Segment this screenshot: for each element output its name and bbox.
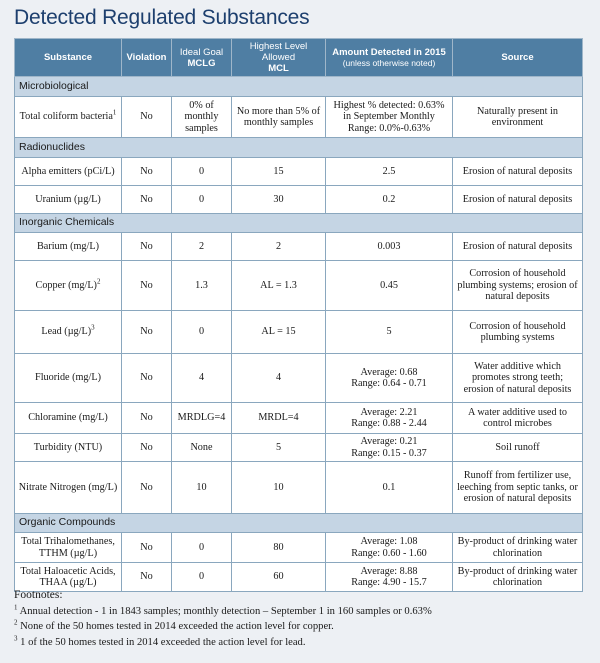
header-mcl-line1: Highest Level Allowed [249, 41, 308, 63]
cell-violation: No [122, 462, 172, 514]
table-row [15, 462, 583, 514]
amount-average: Average: 1.08 [360, 536, 418, 547]
amount-range: Range: 0.15 - 0.37 [351, 447, 427, 459]
table-row [15, 533, 583, 563]
header-amount [326, 39, 453, 77]
cell-source: By-product of drinking water chlorination [453, 563, 583, 592]
category-row [15, 514, 583, 533]
cell-substance: Alpha emitters (pCi/L) [15, 158, 122, 186]
substance-name: Total coliform bacteria [19, 111, 113, 123]
cell-mcl: 10 [232, 462, 326, 514]
cell-violation: No [122, 563, 172, 592]
cell-amount: 0.45 [326, 261, 453, 311]
header-mclg-line1: Ideal Goal [179, 46, 224, 58]
footnote-item [14, 604, 584, 620]
cell-violation: No [122, 403, 172, 434]
header-mclg [172, 39, 232, 77]
amount-average: Average: 2.21 [360, 406, 418, 418]
table-row [15, 186, 583, 214]
footnote-ref: 1 [112, 108, 117, 117]
cell-mclg: 0 [172, 186, 232, 214]
amount-average: Average: 0.68 [360, 366, 418, 378]
category-organic: Organic Compounds [15, 514, 583, 533]
cell-substance [15, 311, 122, 354]
cell-source: A water additive used to control microbes [453, 403, 583, 434]
cell-violation: No [122, 311, 172, 354]
cell-violation: No [122, 186, 172, 214]
cell-mcl: 15 [232, 158, 326, 186]
header-mcl-line2: MCL [268, 63, 289, 74]
footnotes-title: Footnotes: [14, 589, 63, 601]
cell-substance: Total Trihalomethanes, TTHM (µg/L) [15, 533, 122, 563]
cell-amount: 0.2 [326, 186, 453, 214]
cell-source: Erosion of natural deposits [453, 158, 583, 186]
cell-substance: Fluoride (mg/L) [15, 354, 122, 403]
cell-source: Erosion of natural deposits [453, 186, 583, 214]
cell-mcl: 80 [232, 533, 326, 563]
cell-mclg: 1.3 [172, 261, 232, 311]
header-substance: Substance [15, 39, 122, 77]
cell-mcl: 4 [232, 354, 326, 403]
table-row [15, 261, 583, 311]
amount-range: Range: 0.64 - 0.71 [351, 378, 427, 389]
table-row [15, 97, 583, 138]
cell-source: Water additive which promotes strong teeth; erosion of natural deposits [453, 354, 583, 403]
cell-amount: 2.5 [326, 158, 453, 186]
cell-substance: Uranium (µg/L) [15, 186, 122, 214]
cell-mclg: MRDLG=4 [172, 403, 232, 434]
category-radionuclides: Radionuclides [15, 138, 583, 158]
cell-mclg: 0 [172, 563, 232, 592]
cell-mclg: 0% of monthly samples [172, 97, 232, 138]
header-mclg-line2: MCLG [187, 57, 216, 69]
table-row [15, 403, 583, 434]
cell-substance: Barium (mg/L) [15, 233, 122, 261]
amount-range: Range: 4.90 - 15.7 [351, 577, 427, 588]
cell-violation: No [122, 533, 172, 563]
amount-average: Average: 8.88 [360, 565, 418, 577]
cell-violation: No [122, 233, 172, 261]
cell-mcl: 5 [232, 434, 326, 462]
cell-substance: Nitrate Nitrogen (mg/L) [15, 462, 122, 514]
cell-violation: No [122, 354, 172, 403]
footnote-item [14, 619, 584, 635]
cell-amount [326, 354, 453, 403]
footnote-number: 3 [14, 633, 18, 642]
substance-name: Copper (mg/L) [35, 279, 97, 291]
cell-mclg: 0 [172, 311, 232, 354]
cell-substance: Turbidity (NTU) [15, 434, 122, 462]
table-row [15, 158, 583, 186]
table-row [15, 434, 583, 462]
cell-mclg: 0 [172, 158, 232, 186]
cell-violation: No [122, 434, 172, 462]
header-violation: Violation [122, 39, 172, 77]
category-row [15, 214, 583, 233]
footnote-number: 1 [14, 602, 18, 611]
cell-violation: No [122, 158, 172, 186]
footnote-text: 1 of the 50 homes tested in 2014 exceeded the action level for lead. [20, 636, 306, 648]
cell-mcl: AL = 1.3 [232, 261, 326, 311]
footnote-item [14, 635, 584, 651]
cell-source: Erosion of natural deposits [453, 233, 583, 261]
cell-source: Runoff from fertilizer use, leeching from septic tanks, or erosion of natural deposits [453, 462, 583, 514]
cell-amount: 0.1 [326, 462, 453, 514]
table-row [15, 354, 583, 403]
category-inorganic: Inorganic Chemicals [15, 214, 583, 233]
cell-mclg: 0 [172, 533, 232, 563]
substance-name: Lead (µg/L) [41, 326, 92, 338]
cell-source: Corrosion of household plumbing systems; erosion of natural deposits [453, 261, 583, 311]
cell-mclg: 10 [172, 462, 232, 514]
cell-source: By-product of drinking water chlorination [453, 533, 583, 563]
cell-mclg: None [172, 434, 232, 462]
amount-range: Range: 0.60 - 1.60 [351, 547, 427, 559]
cell-mcl: MRDL=4 [232, 403, 326, 434]
cell-mcl: 30 [232, 186, 326, 214]
cell-source: Soil runoff [453, 434, 583, 462]
amount-range: Range: 0.88 - 2.44 [351, 418, 427, 429]
header-mcl [232, 39, 326, 77]
category-row [15, 138, 583, 158]
footnotes [14, 588, 584, 650]
cell-amount: 5 [326, 311, 453, 354]
footnote-text: None of the 50 homes tested in 2014 exceeded the action level for copper. [20, 621, 334, 632]
header-amount-line2: (unless otherwise noted) [342, 57, 436, 68]
cell-substance [15, 261, 122, 311]
cell-amount [326, 403, 453, 434]
table-row [15, 233, 583, 261]
footnote-number: 2 [14, 618, 18, 627]
substances-table [14, 38, 583, 592]
header-source: Source [453, 39, 583, 77]
cell-mclg: 4 [172, 354, 232, 403]
table-row [15, 311, 583, 354]
footnote-ref: 2 [96, 277, 101, 286]
cell-amount: 0.003 [326, 233, 453, 261]
header-amount-line1: Amount Detected in 2015 [332, 46, 446, 58]
cell-violation: No [122, 97, 172, 138]
cell-source: Corrosion of household plumbing systems [453, 311, 583, 354]
table-header-row [15, 39, 583, 77]
cell-substance: Chloramine (mg/L) [15, 403, 122, 434]
cell-mcl: 60 [232, 563, 326, 592]
cell-amount: Highest % detected: 0.63% in September Monthly Range: 0.0%-0.63% [326, 97, 453, 138]
amount-average: Average: 0.21 [360, 436, 418, 447]
cell-mclg: 2 [172, 233, 232, 261]
cell-substance: Total Haloacetic Acids, THAA (µg/L) [15, 563, 122, 592]
cell-source: Naturally present in environment [453, 97, 583, 138]
cell-mcl: 2 [232, 233, 326, 261]
cell-mcl: AL = 15 [232, 311, 326, 354]
cell-amount [326, 533, 453, 563]
substances-table-container [14, 38, 582, 592]
category-microbiological: Microbiological [15, 77, 583, 97]
cell-mcl: No more than 5% of monthly samples [232, 97, 326, 138]
cell-violation: No [122, 261, 172, 311]
cell-amount [326, 434, 453, 462]
category-row [15, 77, 583, 97]
footnote-ref: 3 [91, 323, 95, 332]
footnote-text: Annual detection - 1 in 1843 samples; monthly detection – September 1 in 160 samples or 0.63% [19, 605, 432, 617]
page-title: Detected Regulated Substances [14, 6, 310, 29]
cell-substance [15, 97, 122, 138]
